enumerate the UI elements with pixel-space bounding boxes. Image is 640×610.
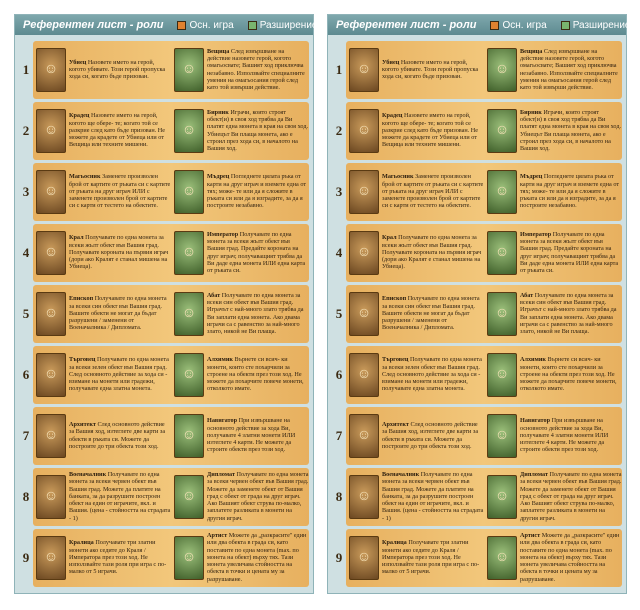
role-description [382,173,484,209]
role-name: Вещица [207,47,230,55]
role-description [382,539,484,575]
role-ability: След извършване на действие назовете герой, когото омагьосвате; Вашият ход приключва незабавно. Използвайте специалните умения на омагьосания герой след като той извърши действие. [520,47,618,91]
role-exp [484,41,622,99]
role-ability: Играчи, които строят обект(и) в своя ход трябва да Ви платят една монета в края на своя ход. Убиецът Ви плаща монета, ако е строил през хода си, в началото на Вашия ход. [207,108,309,152]
role-row [19,466,309,527]
role-number: 8 [335,488,343,504]
role-name: Дипломат [520,471,548,479]
character-portrait-icon: ☺ [487,353,517,397]
role-base [346,41,484,99]
character-portrait-icon: ☺ [349,414,379,458]
role-ability: Можете да „разкрасите" един или два обекта в града си, като поставите по една монета (max. по монета на обект) върху тях. Тази монета увеличава стойността на обекта в точки и цената му за разрушаване. [207,532,307,583]
character-portrait-icon: ☺ [487,170,517,214]
legend-expansion-label: Разширение [572,19,631,31]
character-portrait-icon: ☺ [174,353,204,397]
role-ability: След основното действие за Вашия ход, изтеглете две карти за обекти в ръката си. Можете да построите до три обекта този ход. [69,421,166,450]
role-name: Военачалник [69,471,107,479]
role-description [69,356,171,392]
role-ability: Назовете името на герой, когото ще обере- те; когато той се разкрие след като бъде призован. Не можете да крадете от Убиеца или от Вещица или техните мишени. [382,112,479,149]
role-strip [33,529,309,587]
role-description [382,112,484,148]
role-base [346,163,484,221]
role-strip [346,529,622,587]
role-number: 9 [22,549,30,565]
role-ability: Погледнете цялата ръка от карти на друг играч и вземете една от тях; може- те или да я сложите в ръката си или да я изградите, за да я построите незабавно. [207,173,307,210]
role-exp [171,529,309,587]
role-name: Навигатор [520,417,551,425]
role-ability: Получавате по една монета за всеки син обект във Вашия град. Вашите обекти не могат да бъдат разрушени / заменени от Военачалника / Дипломата. [382,295,480,332]
role-strip [346,163,622,221]
role-name: Кралица [382,539,407,547]
role-description [207,417,309,453]
role-ability: Получавате по една монета за всеки червен обект във Вашия град. Можете да заменете обект от Вашия град с обект от града на друг играч. Ако Вашият обект струва по-малко, заплатете разликата в монети на другия играч. [520,471,622,522]
role-number: 9 [335,549,343,565]
role-number: 6 [22,366,30,382]
role-description [207,48,309,91]
role-strip [33,102,309,160]
character-portrait-icon: ☺ [349,475,379,519]
role-ability: Заменете произволен брой от картите от ръката си с картите от ръката на друг играч ИЛИ с заменете произволен брой от картите си с карти от тестето на обектите. [382,173,484,210]
role-number: 2 [335,122,343,138]
role-name: Крадец [69,112,90,120]
role-row [332,405,622,466]
character-portrait-icon: ☺ [174,414,204,458]
role-base [346,529,484,587]
role-exp [484,285,622,343]
role-description [382,59,484,81]
role-base [346,407,484,465]
role-name: Бирник [520,108,542,116]
role-strip [33,468,309,526]
role-description [520,231,622,274]
role-description [207,356,309,392]
role-description [69,539,171,575]
character-portrait-icon: ☺ [36,475,66,519]
role-ability: Получавате по една монета за всеки жълт обект във Вашия град. Получавате короната на първия играч (дори ако Кралят е станал мишена на Убиеца). [69,234,169,271]
role-description [69,59,171,81]
role-number: 3 [335,183,343,199]
role-rows [332,39,622,588]
role-ability: Получавате по една монета за всеки червен обект във Вашия град. Можете да платите на банката, за да разрушите построен обект на един от играчите, вкл. и Вашия. (цена - стойността на страдата - 1) [382,471,484,522]
role-ability: При извършване на основното действие за хода Ви, получавате 4 златни монети ИЛИ изтеглете 4 карти. Не можете да строите обекти през този ход. [207,417,296,454]
role-name: Навигатор [207,417,238,425]
role-base [33,41,171,99]
role-description [382,234,484,270]
character-portrait-icon: ☺ [349,353,379,397]
character-portrait-icon: ☺ [174,170,204,214]
role-name: Алхимик [207,356,233,364]
role-number: 3 [22,183,30,199]
role-ability: Получавате по една монета за всеки син обект във Вашия град. Играчът с най-много злато трябва да Ви заплати една монета. Ако двама играчи са с равенство за най-много злато, никой не Ви плаща. [207,291,304,335]
role-base [346,346,484,404]
role-strip [346,285,622,343]
role-name: Император [207,230,239,238]
role-strip [346,468,622,526]
role-ability: Получавате по една монета за всеки син обект във Вашия град. Играчът с най-много злато трябва да Ви заплати една монета. Ако двама играчи са с равенство за най-много злато, никой не Ви плаща. [520,291,617,335]
role-exp [484,102,622,160]
legend-expansion-label: Разширение [259,19,318,31]
role-name: Магьосник [382,173,414,181]
role-description [207,109,309,152]
role-number: 4 [22,244,30,260]
character-portrait-icon: ☺ [174,475,204,519]
character-portrait-icon: ☺ [349,536,379,580]
base-game-swatch-icon [490,21,499,30]
role-strip [346,407,622,465]
role-ability: Получавате три златни монети ако седите до Краля / Императора през този ход. Не използвайте тази роля при игра с по-малко от 5 играчи. [69,539,167,576]
role-number: 7 [22,427,30,443]
role-row [332,39,622,100]
role-row [332,344,622,405]
role-description [207,292,309,335]
character-portrait-icon: ☺ [174,292,204,336]
character-portrait-icon: ☺ [487,414,517,458]
role-base [33,285,171,343]
role-row [19,527,309,588]
role-base [33,468,171,526]
role-name: Дипломат [207,471,235,479]
role-name: Абат [207,291,221,299]
character-portrait-icon: ☺ [36,48,66,92]
role-exp [171,41,309,99]
card-title: Референтен лист - роли [336,19,477,31]
role-description [69,421,171,450]
role-ability: След извършване на действие назовете герой, когото омагьосвате; Вашият ход приключва незабавно. Използвайте специалните умения на омагьосания герой след като той извърши действие. [207,47,305,91]
character-portrait-icon: ☺ [349,109,379,153]
role-description [207,471,309,521]
legend-base [177,20,233,31]
role-base [33,224,171,282]
role-exp [484,224,622,282]
character-portrait-icon: ☺ [349,231,379,275]
role-description [520,471,622,521]
role-description [382,421,484,450]
role-strip [33,224,309,282]
role-name: Убиец [69,58,87,66]
role-name: Търговец [69,356,96,364]
role-description [69,112,171,148]
role-name: Кралица [69,539,94,547]
role-row [332,283,622,344]
role-description [520,173,622,209]
role-row [19,39,309,100]
role-strip [346,41,622,99]
role-ability: Получавате по една монета за всеки зелен обект във Вашия град. След основното действие за хода си - взимане на монети или градежи, получавате една златна монета. [382,356,482,393]
role-rows [19,39,309,588]
role-exp [484,163,622,221]
role-description [520,292,622,335]
role-row [332,527,622,588]
role-name: Крал [382,234,397,242]
role-row [19,222,309,283]
character-portrait-icon: ☺ [174,109,204,153]
role-name: Военачалник [382,471,420,479]
character-portrait-icon: ☺ [487,109,517,153]
character-portrait-icon: ☺ [487,536,517,580]
character-portrait-icon: ☺ [36,231,66,275]
reference-card-left [14,14,318,594]
role-base [33,163,171,221]
role-base [33,407,171,465]
role-ability: Получавате по една монета за всеки жълт обект във Вашия град. Предайте короната на друг играч; получаващият трябва да Ви даде една монета ИЛИ една карта от ръката си. [207,230,306,274]
role-row [19,344,309,405]
role-base [33,529,171,587]
role-name: Епископ [382,295,407,303]
character-portrait-icon: ☺ [36,109,66,153]
character-portrait-icon: ☺ [36,292,66,336]
role-name: Архитект [382,421,409,429]
role-base [346,224,484,282]
role-ability: Получавате по една монета за всеки жълт обект във Вашия град. Получавате короната на първия играч (дори ако Кралят е станал мишена на Убиеца). [382,234,482,271]
role-ability: Получавате по една монета за всеки зелен обект във Вашия град. След основното действие за хода си - взимане на монети или градежи, получавате една златна монета. [69,356,169,393]
role-exp [484,346,622,404]
role-description [520,356,622,392]
role-ability: Можете да „разкрасите" един или два обекта в града си, като поставите по една монета (max. по монета на обект) върху тях. Тази монета увеличава стойността на обекта в точки и цената му за разрушаване. [520,532,620,583]
role-ability: Получавате по една монета за всеки жълт обект във Вашия град. Предайте короната на друг играч; получаващият трябва да Ви даде една монета ИЛИ една карта от ръката си. [520,230,619,274]
role-description [520,109,622,152]
character-portrait-icon: ☺ [349,170,379,214]
role-name: Крадец [382,112,403,120]
role-ability: Назовете името на герой, когото убивате. Този герой пропуска хода си, когато бъде призован. [69,58,166,81]
character-portrait-icon: ☺ [349,292,379,336]
role-description [382,356,484,392]
role-row [19,161,309,222]
role-name: Император [520,230,552,238]
role-name: Крал [69,234,84,242]
role-strip [33,163,309,221]
role-name: Търговец [382,356,409,364]
role-name: Епископ [69,295,94,303]
base-game-swatch-icon [177,21,186,30]
role-strip [33,407,309,465]
role-name: Мъдрец [520,173,543,181]
role-base [346,102,484,160]
card-header [328,15,631,35]
role-strip [33,346,309,404]
role-number: 1 [22,61,30,77]
character-portrait-icon: ☺ [174,48,204,92]
role-base [33,102,171,160]
role-row [332,222,622,283]
legend-base [490,20,546,31]
role-description [69,295,171,331]
role-base [346,285,484,343]
role-description [207,532,309,582]
role-number: 4 [335,244,343,260]
expansion-swatch-icon [248,21,257,30]
character-portrait-icon: ☺ [174,231,204,275]
role-strip [33,41,309,99]
character-portrait-icon: ☺ [487,231,517,275]
role-ability: Получавате по една монета за всеки червен обект във Вашия град. Можете да платите на банката, за да разрушите построен обект на един от играчите, вкл. и Вашия. (цена - стойността на страдата - 1) [69,471,171,522]
role-base [346,468,484,526]
role-description [69,234,171,270]
role-ability: Заменете произволен брой от картите от ръката си с картите от ръката на друг играч ИЛИ с заменете произволен брой от картите си с карти от тестето на обектите. [69,173,171,210]
legend-expansion [248,20,318,31]
role-exp [171,468,309,526]
character-portrait-icon: ☺ [349,48,379,92]
role-exp [171,224,309,282]
character-portrait-icon: ☺ [36,170,66,214]
role-row [19,283,309,344]
role-ability: Играчи, които строят обект(и) в своя ход трябва да Ви платят една монета в края на своя ход. Убиецът Ви плаща монета, ако е строил през хода си, в началото на Вашия ход. [520,108,622,152]
character-portrait-icon: ☺ [36,353,66,397]
role-description [520,417,622,453]
role-ability: След основното действие за Вашия ход, изтеглете две карти за обекти в ръката си. Можете да построите до три обекта този ход. [382,421,479,450]
role-exp [484,407,622,465]
role-name: Мъдрец [207,173,230,181]
expansion-swatch-icon [561,21,570,30]
character-portrait-icon: ☺ [174,536,204,580]
role-number: 7 [335,427,343,443]
role-description [382,471,484,521]
role-exp [171,163,309,221]
role-strip [33,285,309,343]
character-portrait-icon: ☺ [36,536,66,580]
role-name: Артист [520,532,541,540]
role-ability: Назовете името на герой, когото ще обере- те; когато той се разкрие след като бъде призован. Не можете да крадете от Убиеца или от Вещица или техните мишени. [69,112,166,149]
role-base [33,346,171,404]
role-number: 5 [335,305,343,321]
role-row [332,466,622,527]
role-ability: Получавате три златни монети ако седите до Краля / Императора през този ход. Не използвайте тази роля при игра с по-малко от 5 играчи. [382,539,480,576]
legend-base-label: Осн. игра [189,19,234,31]
role-name: Артист [207,532,228,540]
role-exp [171,102,309,160]
reference-card-right [327,14,631,594]
character-portrait-icon: ☺ [36,414,66,458]
role-ability: Върнете си всич- ки монети, които сте похарчили за строене на обекти през този ход. Не можете да похарчите повече монети, отколкото имате. [207,356,304,393]
character-portrait-icon: ☺ [487,48,517,92]
legend-expansion [561,20,631,31]
role-row [332,100,622,161]
role-description [69,471,171,521]
role-name: Магьосник [69,173,101,181]
role-strip [346,224,622,282]
role-name: Алхимик [520,356,546,364]
role-number: 1 [335,61,343,77]
role-ability: Върнете си всич- ки монети, които сте похарчили за строене на обекти през този ход. Не можете да похарчите повече монети, отколкото имате. [520,356,617,393]
role-description [69,173,171,209]
card-title: Референтен лист - роли [23,19,164,31]
role-row [332,161,622,222]
role-exp [484,529,622,587]
role-strip [346,346,622,404]
role-description [520,532,622,582]
role-number: 8 [22,488,30,504]
role-strip [346,102,622,160]
role-exp [171,285,309,343]
role-row [19,100,309,161]
role-description [207,231,309,274]
role-ability: Назовете името на герой, когото убивате. Този герой пропуска хода си, когато бъде призован. [382,58,479,81]
role-ability: Получавате по една монета за всеки син обект във Вашия град. Вашите обекти не могат да бъдат разрушени / заменени от Военачалника / Дипломата. [69,295,167,332]
role-name: Архитект [69,421,96,429]
legend-base-label: Осн. игра [502,19,547,31]
role-ability: При извършване на основното действие за хода Ви, получавате 4 златни монети ИЛИ изтеглете 4 карти. Не можете да строите обекти през този ход. [520,417,609,454]
role-exp [484,468,622,526]
role-description [382,295,484,331]
role-ability: Погледнете цялата ръка от карти на друг играч и вземете една от тях; може- те или да я сложите в ръката си или да я изградите, за да я построите незабавно. [520,173,620,210]
role-exp [171,407,309,465]
role-row [19,405,309,466]
role-exp [171,346,309,404]
role-number: 6 [335,366,343,382]
role-description [207,173,309,209]
role-name: Убиец [382,58,400,66]
role-name: Вещица [520,47,543,55]
card-header [15,15,318,35]
role-ability: Получавате по една монета за всеки червен обект във Вашия град. Можете да заменете обект от Вашия град с обект от града на друг играч. Ако Вашият обект струва по-малко, заплатете разликата в монети на другия играч. [207,471,309,522]
role-number: 2 [22,122,30,138]
role-number: 5 [22,305,30,321]
role-name: Абат [520,291,534,299]
role-description [520,48,622,91]
character-portrait-icon: ☺ [487,475,517,519]
character-portrait-icon: ☺ [487,292,517,336]
role-name: Бирник [207,108,229,116]
